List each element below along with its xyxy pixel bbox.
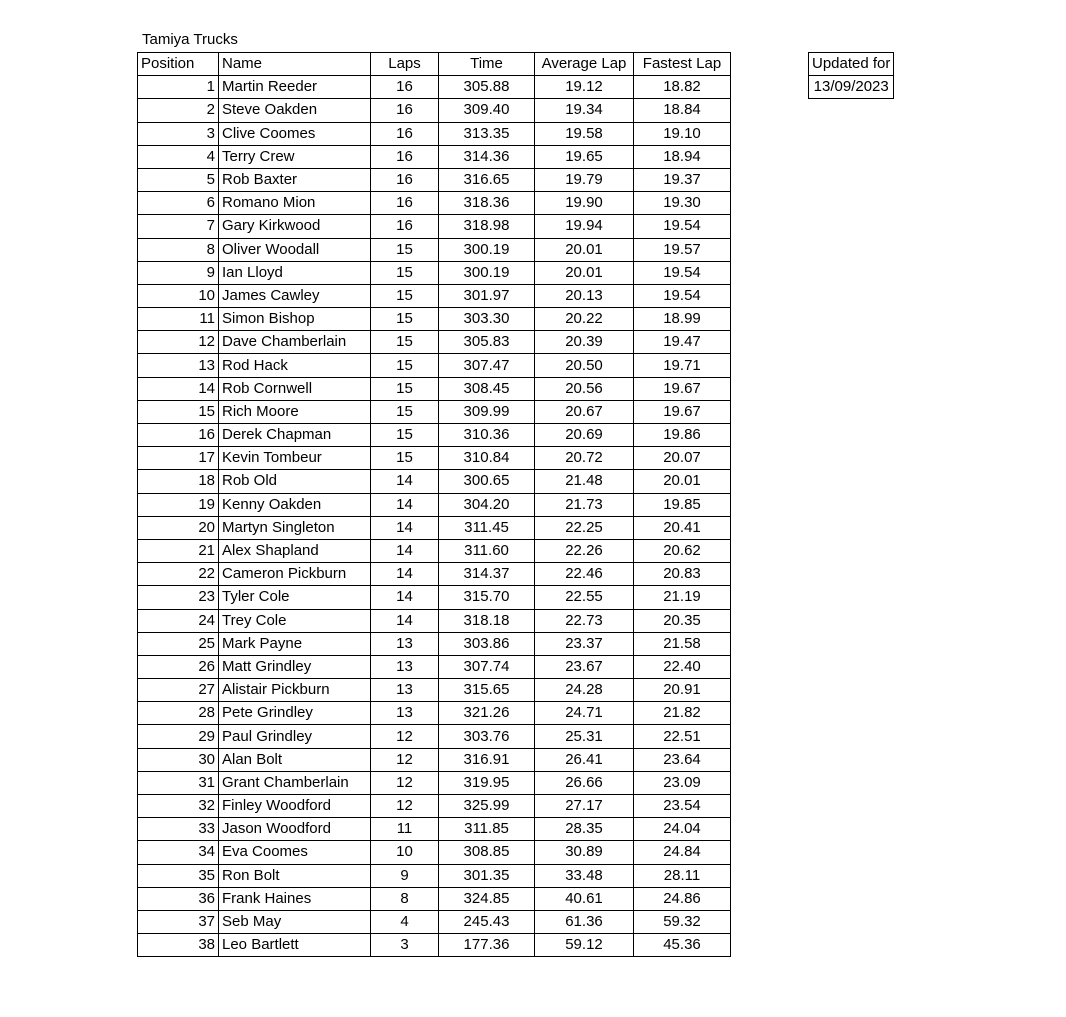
cell-time: 315.65 <box>439 679 535 702</box>
cell-average-lap: 19.65 <box>535 145 634 168</box>
cell-laps: 12 <box>371 795 439 818</box>
cell-laps: 16 <box>371 122 439 145</box>
cell-name: Terry Crew <box>219 145 371 168</box>
cell-name: Alan Bolt <box>219 748 371 771</box>
cell-laps: 15 <box>371 308 439 331</box>
cell-average-lap: 25.31 <box>535 725 634 748</box>
cell-fastest-lap: 18.94 <box>634 145 731 168</box>
cell-position: 2 <box>138 99 219 122</box>
cell-average-lap: 27.17 <box>535 795 634 818</box>
cell-position: 7 <box>138 215 219 238</box>
cell-time: 310.36 <box>439 424 535 447</box>
cell-position: 29 <box>138 725 219 748</box>
cell-fastest-lap: 20.83 <box>634 563 731 586</box>
cell-fastest-lap: 19.57 <box>634 238 731 261</box>
cell-position: 22 <box>138 563 219 586</box>
cell-time: 301.97 <box>439 284 535 307</box>
cell-time: 305.83 <box>439 331 535 354</box>
table-row <box>138 145 731 168</box>
table-row <box>138 771 731 794</box>
header-time: Time <box>439 53 535 76</box>
table-row <box>138 192 731 215</box>
cell-position: 20 <box>138 516 219 539</box>
cell-laps: 13 <box>371 702 439 725</box>
cell-position: 35 <box>138 864 219 887</box>
cell-average-lap: 20.67 <box>535 400 634 423</box>
cell-laps: 4 <box>371 910 439 933</box>
cell-time: 305.88 <box>439 76 535 99</box>
cell-fastest-lap: 23.09 <box>634 771 731 794</box>
cell-fastest-lap: 24.04 <box>634 818 731 841</box>
cell-name: Clive Coomes <box>219 122 371 145</box>
cell-time: 324.85 <box>439 887 535 910</box>
cell-name: Derek Chapman <box>219 424 371 447</box>
cell-time: 308.45 <box>439 377 535 400</box>
cell-fastest-lap: 21.19 <box>634 586 731 609</box>
cell-position: 4 <box>138 145 219 168</box>
cell-name: Oliver Woodall <box>219 238 371 261</box>
results-table <box>137 52 731 957</box>
cell-time: 309.99 <box>439 400 535 423</box>
table-row <box>138 238 731 261</box>
table-row <box>138 679 731 702</box>
cell-name: Gary Kirkwood <box>219 215 371 238</box>
cell-time: 319.95 <box>439 771 535 794</box>
cell-name: Pete Grindley <box>219 702 371 725</box>
cell-laps: 15 <box>371 354 439 377</box>
cell-laps: 11 <box>371 818 439 841</box>
cell-name: James Cawley <box>219 284 371 307</box>
cell-average-lap: 20.01 <box>535 261 634 284</box>
cell-time: 177.36 <box>439 934 535 957</box>
cell-name: Ian Lloyd <box>219 261 371 284</box>
cell-laps: 16 <box>371 192 439 215</box>
cell-time: 311.85 <box>439 818 535 841</box>
cell-average-lap: 22.26 <box>535 539 634 562</box>
cell-time: 321.26 <box>439 702 535 725</box>
cell-position: 26 <box>138 655 219 678</box>
cell-position: 30 <box>138 748 219 771</box>
table-row <box>138 424 731 447</box>
cell-time: 318.36 <box>439 192 535 215</box>
cell-fastest-lap: 19.10 <box>634 122 731 145</box>
table-row <box>138 215 731 238</box>
table-row <box>138 725 731 748</box>
cell-fastest-lap: 45.36 <box>634 934 731 957</box>
cell-average-lap: 33.48 <box>535 864 634 887</box>
cell-laps: 14 <box>371 516 439 539</box>
cell-fastest-lap: 19.71 <box>634 354 731 377</box>
table-row <box>138 400 731 423</box>
cell-name: Seb May <box>219 910 371 933</box>
cell-fastest-lap: 19.37 <box>634 168 731 191</box>
table-row <box>138 748 731 771</box>
cell-position: 17 <box>138 447 219 470</box>
table-row <box>138 308 731 331</box>
cell-laps: 14 <box>371 586 439 609</box>
cell-time: 315.70 <box>439 586 535 609</box>
header-average-lap: Average Lap <box>535 53 634 76</box>
table-row <box>138 655 731 678</box>
cell-name: Steve Oakden <box>219 99 371 122</box>
cell-time: 318.18 <box>439 609 535 632</box>
cell-laps: 12 <box>371 725 439 748</box>
cell-average-lap: 20.39 <box>535 331 634 354</box>
cell-fastest-lap: 22.51 <box>634 725 731 748</box>
cell-fastest-lap: 19.86 <box>634 424 731 447</box>
cell-name: Romano Mion <box>219 192 371 215</box>
cell-name: Grant Chamberlain <box>219 771 371 794</box>
cell-fastest-lap: 23.54 <box>634 795 731 818</box>
cell-average-lap: 20.22 <box>535 308 634 331</box>
cell-laps: 13 <box>371 679 439 702</box>
header-row <box>138 53 731 76</box>
cell-time: 303.76 <box>439 725 535 748</box>
table-row <box>138 122 731 145</box>
table-row <box>138 795 731 818</box>
cell-fastest-lap: 20.41 <box>634 516 731 539</box>
cell-average-lap: 40.61 <box>535 887 634 910</box>
cell-laps: 15 <box>371 400 439 423</box>
cell-laps: 15 <box>371 377 439 400</box>
cell-average-lap: 24.71 <box>535 702 634 725</box>
cell-laps: 14 <box>371 609 439 632</box>
cell-fastest-lap: 20.07 <box>634 447 731 470</box>
cell-name: Rob Old <box>219 470 371 493</box>
updated-label: Updated for <box>809 53 894 76</box>
cell-position: 9 <box>138 261 219 284</box>
table-row <box>138 470 731 493</box>
cell-fastest-lap: 23.64 <box>634 748 731 771</box>
cell-average-lap: 22.73 <box>535 609 634 632</box>
cell-average-lap: 61.36 <box>535 910 634 933</box>
cell-average-lap: 23.67 <box>535 655 634 678</box>
cell-average-lap: 22.55 <box>535 586 634 609</box>
cell-fastest-lap: 19.54 <box>634 284 731 307</box>
cell-fastest-lap: 19.30 <box>634 192 731 215</box>
cell-average-lap: 30.89 <box>535 841 634 864</box>
cell-average-lap: 20.72 <box>535 447 634 470</box>
cell-time: 303.86 <box>439 632 535 655</box>
cell-name: Jason Woodford <box>219 818 371 841</box>
cell-time: 318.98 <box>439 215 535 238</box>
cell-position: 33 <box>138 818 219 841</box>
cell-average-lap: 20.01 <box>535 238 634 261</box>
cell-time: 308.85 <box>439 841 535 864</box>
cell-fastest-lap: 20.91 <box>634 679 731 702</box>
cell-laps: 14 <box>371 539 439 562</box>
cell-fastest-lap: 19.67 <box>634 377 731 400</box>
cell-fastest-lap: 19.54 <box>634 215 731 238</box>
cell-name: Alex Shapland <box>219 539 371 562</box>
cell-average-lap: 21.48 <box>535 470 634 493</box>
cell-laps: 16 <box>371 76 439 99</box>
cell-time: 303.30 <box>439 308 535 331</box>
table-row <box>138 910 731 933</box>
cell-time: 325.99 <box>439 795 535 818</box>
header-laps: Laps <box>371 53 439 76</box>
cell-laps: 15 <box>371 284 439 307</box>
cell-name: Frank Haines <box>219 887 371 910</box>
cell-average-lap: 19.79 <box>535 168 634 191</box>
results-body <box>138 76 731 957</box>
header-position: Position <box>138 53 219 76</box>
cell-position: 31 <box>138 771 219 794</box>
cell-fastest-lap: 20.01 <box>634 470 731 493</box>
table-row <box>138 447 731 470</box>
header-name: Name <box>219 53 371 76</box>
cell-name: Kevin Tombeur <box>219 447 371 470</box>
cell-time: 300.19 <box>439 238 535 261</box>
cell-position: 34 <box>138 841 219 864</box>
cell-average-lap: 22.25 <box>535 516 634 539</box>
cell-fastest-lap: 24.86 <box>634 887 731 910</box>
table-row <box>138 539 731 562</box>
cell-time: 309.40 <box>439 99 535 122</box>
cell-fastest-lap: 20.35 <box>634 609 731 632</box>
cell-laps: 15 <box>371 261 439 284</box>
cell-position: 8 <box>138 238 219 261</box>
cell-average-lap: 20.13 <box>535 284 634 307</box>
table-row <box>138 493 731 516</box>
cell-average-lap: 26.41 <box>535 748 634 771</box>
cell-laps: 12 <box>371 771 439 794</box>
cell-name: Simon Bishop <box>219 308 371 331</box>
cell-fastest-lap: 18.82 <box>634 76 731 99</box>
cell-position: 3 <box>138 122 219 145</box>
cell-position: 10 <box>138 284 219 307</box>
cell-average-lap: 22.46 <box>535 563 634 586</box>
cell-position: 23 <box>138 586 219 609</box>
cell-laps: 16 <box>371 145 439 168</box>
cell-fastest-lap: 19.47 <box>634 331 731 354</box>
cell-position: 19 <box>138 493 219 516</box>
cell-position: 21 <box>138 539 219 562</box>
cell-position: 32 <box>138 795 219 818</box>
cell-fastest-lap: 22.40 <box>634 655 731 678</box>
cell-fastest-lap: 19.85 <box>634 493 731 516</box>
cell-position: 5 <box>138 168 219 191</box>
cell-position: 12 <box>138 331 219 354</box>
table-row <box>138 76 731 99</box>
table-row <box>138 516 731 539</box>
cell-laps: 16 <box>371 215 439 238</box>
cell-laps: 16 <box>371 99 439 122</box>
cell-name: Rod Hack <box>219 354 371 377</box>
cell-laps: 15 <box>371 447 439 470</box>
cell-position: 14 <box>138 377 219 400</box>
cell-name: Rob Cornwell <box>219 377 371 400</box>
cell-average-lap: 23.37 <box>535 632 634 655</box>
cell-time: 310.84 <box>439 447 535 470</box>
table-row <box>138 284 731 307</box>
cell-laps: 10 <box>371 841 439 864</box>
cell-fastest-lap: 19.54 <box>634 261 731 284</box>
cell-laps: 14 <box>371 470 439 493</box>
cell-average-lap: 26.66 <box>535 771 634 794</box>
updated-date: 13/09/2023 <box>809 76 894 99</box>
cell-laps: 16 <box>371 168 439 191</box>
cell-time: 307.74 <box>439 655 535 678</box>
cell-time: 300.65 <box>439 470 535 493</box>
cell-time: 304.20 <box>439 493 535 516</box>
cell-time: 316.65 <box>439 168 535 191</box>
cell-position: 13 <box>138 354 219 377</box>
table-row <box>138 934 731 957</box>
cell-name: Cameron Pickburn <box>219 563 371 586</box>
table-row <box>138 887 731 910</box>
sheet-title: Tamiya Trucks <box>142 31 238 48</box>
cell-average-lap: 19.34 <box>535 99 634 122</box>
cell-average-lap: 19.58 <box>535 122 634 145</box>
cell-name: Rob Baxter <box>219 168 371 191</box>
cell-fastest-lap: 28.11 <box>634 864 731 887</box>
table-row <box>138 331 731 354</box>
cell-name: Dave Chamberlain <box>219 331 371 354</box>
cell-fastest-lap: 18.84 <box>634 99 731 122</box>
cell-name: Paul Grindley <box>219 725 371 748</box>
table-row <box>138 99 731 122</box>
cell-name: Leo Bartlett <box>219 934 371 957</box>
cell-average-lap: 19.94 <box>535 215 634 238</box>
table-row <box>138 377 731 400</box>
cell-laps: 9 <box>371 864 439 887</box>
updated-box <box>808 52 894 99</box>
table-row <box>138 818 731 841</box>
cell-position: 28 <box>138 702 219 725</box>
cell-position: 27 <box>138 679 219 702</box>
table-row <box>138 702 731 725</box>
cell-name: Finley Woodford <box>219 795 371 818</box>
cell-position: 18 <box>138 470 219 493</box>
cell-position: 24 <box>138 609 219 632</box>
cell-laps: 15 <box>371 238 439 261</box>
header-fastest-lap: Fastest Lap <box>634 53 731 76</box>
cell-time: 301.35 <box>439 864 535 887</box>
table-row <box>138 632 731 655</box>
cell-name: Rich Moore <box>219 400 371 423</box>
cell-time: 307.47 <box>439 354 535 377</box>
cell-name: Trey Cole <box>219 609 371 632</box>
cell-laps: 3 <box>371 934 439 957</box>
cell-position: 6 <box>138 192 219 215</box>
cell-position: 37 <box>138 910 219 933</box>
cell-time: 313.35 <box>439 122 535 145</box>
cell-name: Alistair Pickburn <box>219 679 371 702</box>
cell-name: Mark Payne <box>219 632 371 655</box>
cell-laps: 15 <box>371 424 439 447</box>
cell-time: 311.60 <box>439 539 535 562</box>
cell-fastest-lap: 21.58 <box>634 632 731 655</box>
cell-time: 316.91 <box>439 748 535 771</box>
cell-fastest-lap: 19.67 <box>634 400 731 423</box>
table-row <box>138 261 731 284</box>
cell-average-lap: 28.35 <box>535 818 634 841</box>
cell-position: 15 <box>138 400 219 423</box>
cell-fastest-lap: 24.84 <box>634 841 731 864</box>
cell-position: 1 <box>138 76 219 99</box>
cell-laps: 14 <box>371 493 439 516</box>
cell-laps: 13 <box>371 655 439 678</box>
cell-position: 25 <box>138 632 219 655</box>
cell-average-lap: 24.28 <box>535 679 634 702</box>
cell-name: Martin Reeder <box>219 76 371 99</box>
cell-fastest-lap: 18.99 <box>634 308 731 331</box>
cell-name: Eva Coomes <box>219 841 371 864</box>
cell-name: Ron Bolt <box>219 864 371 887</box>
cell-average-lap: 20.56 <box>535 377 634 400</box>
cell-name: Martyn Singleton <box>219 516 371 539</box>
cell-name: Kenny Oakden <box>219 493 371 516</box>
cell-time: 245.43 <box>439 910 535 933</box>
table-row <box>138 168 731 191</box>
cell-laps: 14 <box>371 563 439 586</box>
cell-average-lap: 19.90 <box>535 192 634 215</box>
cell-average-lap: 20.50 <box>535 354 634 377</box>
cell-average-lap: 19.12 <box>535 76 634 99</box>
cell-time: 314.36 <box>439 145 535 168</box>
table-row <box>138 354 731 377</box>
cell-time: 300.19 <box>439 261 535 284</box>
table-row <box>138 586 731 609</box>
cell-name: Tyler Cole <box>219 586 371 609</box>
cell-fastest-lap: 59.32 <box>634 910 731 933</box>
cell-name: Matt Grindley <box>219 655 371 678</box>
table-row <box>138 563 731 586</box>
cell-position: 16 <box>138 424 219 447</box>
cell-fastest-lap: 20.62 <box>634 539 731 562</box>
cell-laps: 13 <box>371 632 439 655</box>
cell-position: 38 <box>138 934 219 957</box>
cell-fastest-lap: 21.82 <box>634 702 731 725</box>
cell-position: 11 <box>138 308 219 331</box>
cell-laps: 12 <box>371 748 439 771</box>
cell-average-lap: 21.73 <box>535 493 634 516</box>
cell-position: 36 <box>138 887 219 910</box>
cell-average-lap: 20.69 <box>535 424 634 447</box>
cell-time: 311.45 <box>439 516 535 539</box>
table-row <box>138 609 731 632</box>
table-row <box>138 841 731 864</box>
cell-laps: 8 <box>371 887 439 910</box>
cell-laps: 15 <box>371 331 439 354</box>
table-row <box>138 864 731 887</box>
cell-time: 314.37 <box>439 563 535 586</box>
cell-average-lap: 59.12 <box>535 934 634 957</box>
